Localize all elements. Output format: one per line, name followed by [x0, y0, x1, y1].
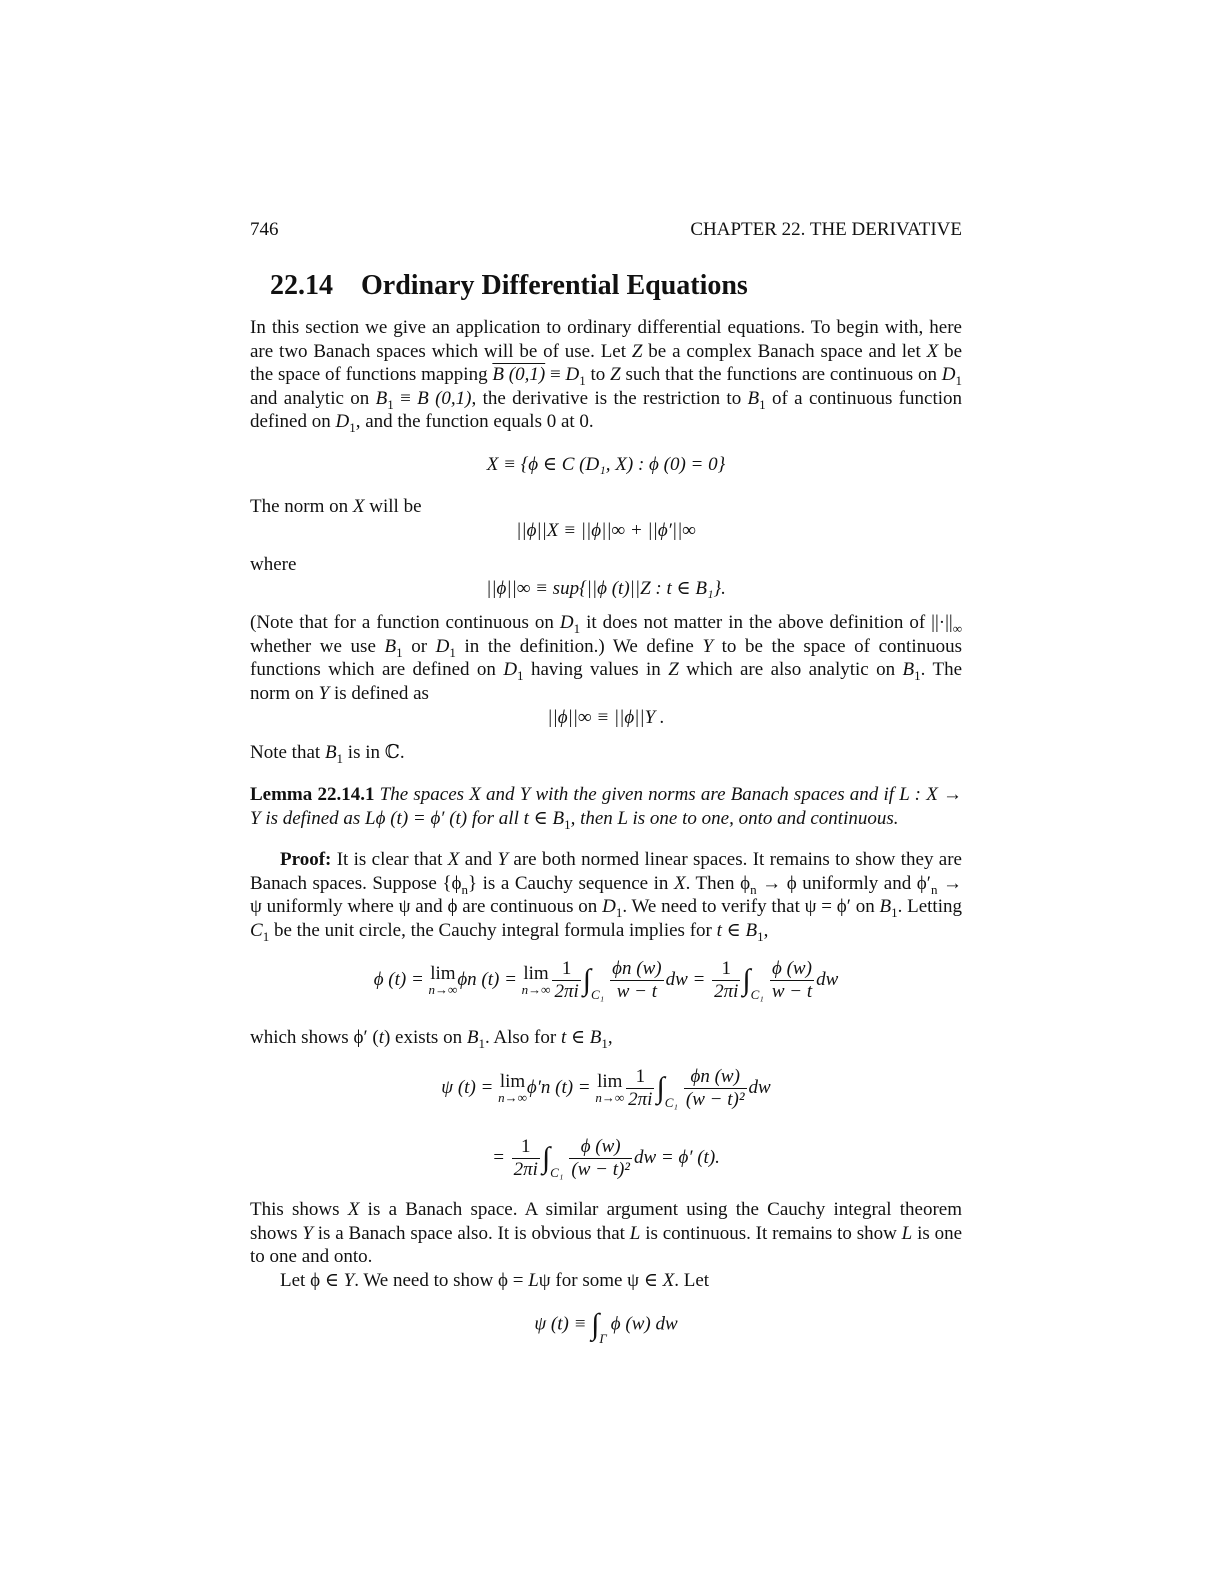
proof-label: Proof: [280, 849, 332, 870]
section-number: 22.14 [270, 270, 333, 301]
section-heading [270, 270, 748, 302]
proof-paragraph: Proof: It is clear that X and Y are both normed linear spaces. It remains to show they are Banach spaces. Suppose $\{\phi_n\}$ is a Cauchy sequence in X. Then $\phi_n \to \phi$ uniformly and $\phi'_n \to \psi$ uniformly where ψ and ϕ are continuous on $D_1$. We need to verify that ψ = ϕ′ on $B_1$. Letting $C_1$ be the unit circle, the Cauchy integral formula implies for t ∈ $B_1$, [250, 849, 963, 944]
section-title: Ordinary Differential Equations [361, 270, 748, 301]
lemma-statement: Lemma 22.14.1 The spaces X and Y with the given norms are Banach spaces and if L : X → Y is defined as Lϕ (t) = ϕ′ (t) for all t ∈ $B_1$, then L is one to one, onto and continuous. [250, 784, 962, 832]
equation-sup-norm: ||ϕ||∞ ≡ sup{||ϕ (t)||Z : t ∈ B₁}. [486, 578, 726, 599]
equation-norm-Y: ||ϕ||∞ ≡ ||ϕ||Y . [547, 707, 665, 728]
shows-derivative-text: which shows ϕ′ (t) exists on $B_1$. Also for t ∈ $B_1$, [250, 1027, 613, 1051]
note-paragraph: (Note that for a function continuous on $D_1$ it does not matter in the above definition of $||\cdot||_\infty$ whether we use $B_1$ or $D_1$ in the definition.) We define Y to be the space of continuous functions which are defined on $D_1$ having values in Z which are also analytic on $B_1$. The norm on Y is defined as [250, 612, 963, 704]
equation-cauchy-phi: ϕ (t) = lim n→∞ ϕn (t) = lim n→∞ $\frac{1}{2\pi i}$ $\int_{C_1}$ $\frac{\phi n (w)}{w - t}$ dw = $\frac{1}{2\pi i}$ $\int_{C_1}$ $\frac{\phi (w)}{w - t}$ dw [373, 958, 839, 1002]
equation-cauchy-psi: ψ (t) = lim n→∞ ϕ′n (t) = lim n→∞ $\frac{1}{2\pi i}$ $\int_{C_1}$ $\frac{\phi n (w)}{\text{(w − t)²}}$ dw [441, 1066, 771, 1110]
note-complex-text: Note that $B_1$ is in ℂ. [250, 742, 405, 766]
lemma-label: Lemma 22.14.1 [250, 784, 375, 805]
equation-norm-X: ||ϕ||X ≡ ||ϕ||∞ + ||ϕ′||∞ [516, 520, 696, 541]
banach-conclusion-paragraph: This shows X is a Banach space. A similar argument using the Cauchy integral theorem shows Y is a Banach space also. It is obvious that L is continuous. It remains to show L is one to one and onto. [250, 1199, 963, 1268]
equation-cauchy-psi-continued: = $\frac{1}{2\pi i}$ $\int_{C_1}$ $\frac{\phi (w)}{\text{(w − t)²}}$ dw = ϕ′ (t). [492, 1136, 720, 1180]
norm-intro-text: The norm on X will be [250, 496, 422, 517]
running-chapter-title: CHAPTER 22. THE DERIVATIVE [690, 219, 962, 240]
intro-paragraph: In this section we give an application to ordinary differential equations. To begin with, here are two Banach spaces which will be of use. Let Z be a complex Banach space and let X be the space of functions mapping B $(0,1) \equiv D_1$ to Z such that the functions are continuous on $D_1$ and analytic on $B_1 \equiv B$ (0,1), the derivative is the restriction to $B_1$ of a continuous function defined on $D_1$, and the function equals 0 at 0. [250, 317, 963, 436]
equation-psi-definition: ψ $(t) \equiv \int_\Gamma\phi$ (w) dw [534, 1308, 678, 1347]
equation-X-definition: X ≡ {ϕ ∈ C (D₁, X) : ϕ (0) = 0} [486, 454, 726, 475]
onto-intro-text: Let ϕ ∈ Y. We need to show ϕ = Lψ for some ψ ∈ X. Let [280, 1270, 710, 1291]
page-number: 746 [250, 219, 279, 240]
where-text: where [250, 554, 297, 575]
